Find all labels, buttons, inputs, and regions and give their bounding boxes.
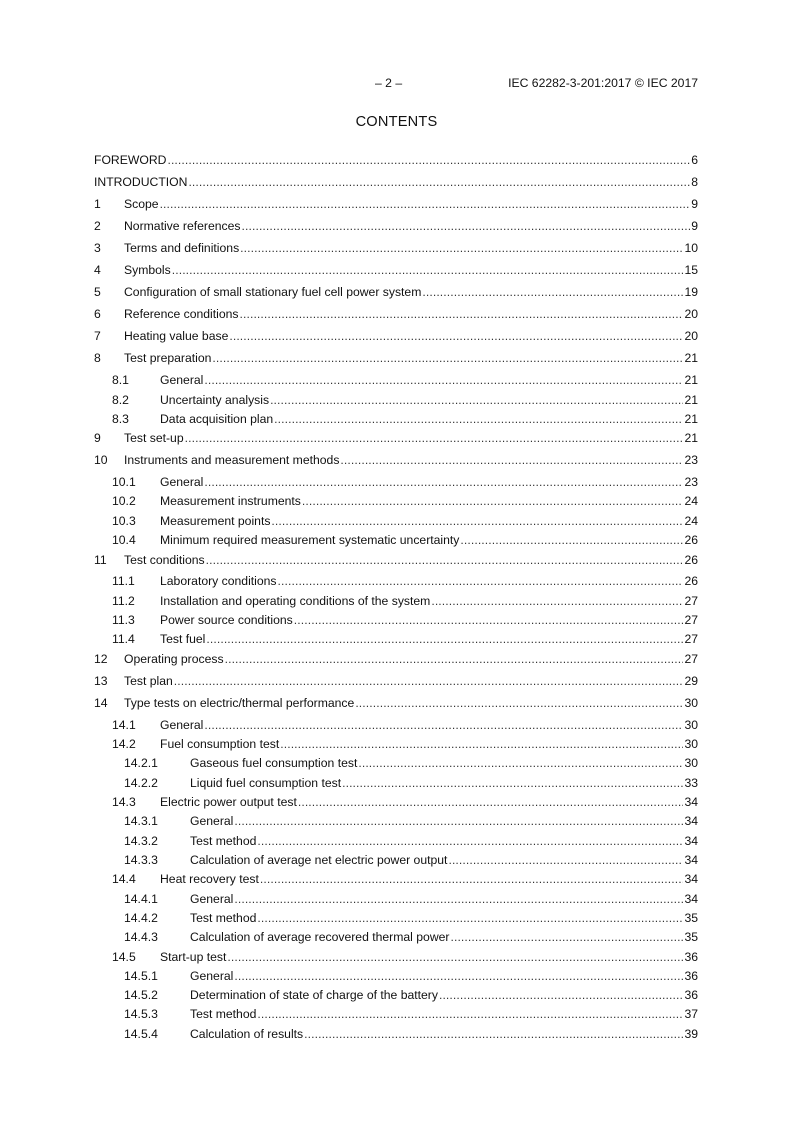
toc-entry-page: 35 <box>684 911 698 925</box>
dot-leader <box>257 1006 683 1022</box>
toc-entry[interactable] <box>112 532 698 548</box>
dot-leader <box>234 891 683 907</box>
toc-entry-number: 14.5.2 <box>124 988 158 1002</box>
toc-entry-title: Configuration of small stationary fuel cell power system <box>124 285 422 299</box>
toc-entry-number: 8 <box>94 351 101 365</box>
toc-entry-number: 8.1 <box>112 373 129 387</box>
toc-entry[interactable] <box>124 852 698 868</box>
toc-entry[interactable] <box>94 152 698 168</box>
dot-leader <box>302 493 684 509</box>
toc-entry[interactable] <box>124 910 698 926</box>
toc-entry[interactable] <box>112 493 698 509</box>
toc-entry-page: 21 <box>684 412 698 426</box>
dot-leader <box>270 392 683 408</box>
toc-entry-page: 36 <box>684 950 698 964</box>
toc-entry-title: Electric power output test <box>160 795 297 809</box>
toc-entry[interactable] <box>124 1026 698 1042</box>
toc-entry-title: General <box>190 892 234 906</box>
toc-entry-number: 14.3.2 <box>124 834 158 848</box>
dot-leader <box>257 910 683 926</box>
toc-entry-page: 39 <box>684 1027 698 1041</box>
toc-entry-title: Liquid fuel consumption test <box>190 776 342 790</box>
toc-entry-title: Operating process <box>124 652 224 666</box>
toc-entry-page: 26 <box>684 553 698 567</box>
toc-entry-title: Test fuel <box>160 632 206 646</box>
toc-entry-page: 34 <box>684 834 698 848</box>
toc-entry-title: Determination of state of charge of the battery <box>190 988 438 1002</box>
toc-entry-number: 14.4.2 <box>124 911 158 925</box>
toc-entry-title: Test method <box>190 834 257 848</box>
dot-leader <box>160 196 691 212</box>
dot-leader <box>271 513 683 529</box>
toc-entry-title: Calculation of average recovered thermal power <box>190 930 450 944</box>
toc-entry-number: 10.4 <box>112 533 136 547</box>
toc-entry-page: 23 <box>684 475 698 489</box>
dot-leader <box>294 612 684 628</box>
toc-entry-number: 1 <box>94 197 101 211</box>
dot-leader <box>167 152 690 168</box>
toc-entry-page: 26 <box>684 574 698 588</box>
toc-entry-title: Test plan <box>124 674 173 688</box>
toc-entry-title: Start-up test <box>160 950 227 964</box>
toc-entry[interactable] <box>124 891 698 907</box>
toc-entry-page: 33 <box>684 776 698 790</box>
toc-entry-number: 14 <box>94 696 108 710</box>
toc-entry-number: 14.2.1 <box>124 756 158 770</box>
dot-leader <box>172 262 684 278</box>
toc-entry-page: 30 <box>684 696 698 710</box>
toc-entry-page: 20 <box>684 307 698 321</box>
toc-entry-title: Measurement instruments <box>160 494 301 508</box>
dot-leader <box>431 593 683 609</box>
toc-entry[interactable] <box>112 573 698 589</box>
toc-entry-title: Test method <box>190 911 257 925</box>
toc-entry-page: 8 <box>691 175 698 189</box>
toc-entry-number: 10.3 <box>112 514 136 528</box>
dot-leader <box>229 328 683 344</box>
toc-entry-number: 11.4 <box>112 632 135 646</box>
toc-entry[interactable] <box>94 262 698 278</box>
toc-entry-page: 9 <box>691 197 698 211</box>
toc-entry-title: Laboratory conditions <box>160 574 277 588</box>
toc-entry-page: 21 <box>684 373 698 387</box>
toc-entry-page: 21 <box>684 431 698 445</box>
dot-leader <box>422 284 683 300</box>
dot-leader <box>278 573 684 589</box>
toc-entry-page: 35 <box>684 930 698 944</box>
toc-entry-page: 27 <box>684 613 698 627</box>
dot-leader <box>304 1026 683 1042</box>
toc-entry[interactable] <box>94 552 698 568</box>
toc-entry-title: Calculation of average net electric power output <box>190 853 448 867</box>
toc-entry-page: 15 <box>684 263 698 277</box>
dot-leader <box>274 411 683 427</box>
dot-leader <box>185 430 684 446</box>
dot-leader <box>174 673 684 689</box>
toc-entry-title: INTRODUCTION <box>94 175 188 189</box>
dot-leader <box>234 813 683 829</box>
toc-entry[interactable] <box>124 813 698 829</box>
dot-leader <box>242 218 691 234</box>
dot-leader <box>225 651 684 667</box>
toc-entry[interactable] <box>112 871 698 887</box>
toc-entry-title: Reference conditions <box>124 307 239 321</box>
toc-entry-page: 36 <box>684 988 698 1002</box>
toc-entry-page: 29 <box>684 674 698 688</box>
toc-entry-title: Data acquisition plan <box>160 412 274 426</box>
toc-entry-title: Fuel consumption test <box>160 737 280 751</box>
toc-entry-page: 26 <box>684 533 698 547</box>
toc-entry-number: 5 <box>94 285 101 299</box>
dot-leader <box>206 631 683 647</box>
toc-entry-title: Test conditions <box>124 553 205 567</box>
toc-entry-number: 14.4.1 <box>124 892 158 906</box>
toc-entry[interactable] <box>94 306 698 322</box>
dot-leader <box>206 552 684 568</box>
toc-entry-number: 7 <box>94 329 101 343</box>
toc-entry-title: General <box>190 814 234 828</box>
toc-entry[interactable] <box>112 794 698 810</box>
dot-leader <box>340 452 683 468</box>
toc-entry-page: 21 <box>684 351 698 365</box>
toc-entry-page: 36 <box>684 969 698 983</box>
toc-entry-title: Power source conditions <box>160 613 293 627</box>
toc-entry[interactable] <box>124 968 698 984</box>
toc-entry[interactable] <box>124 775 698 791</box>
toc-entry-title: Test preparation <box>124 351 212 365</box>
page-title: CONTENTS <box>355 114 438 130</box>
toc-entry[interactable] <box>94 452 698 468</box>
toc-entry-page: 30 <box>684 737 698 751</box>
toc-entry-number: 4 <box>94 263 101 277</box>
dot-leader <box>448 852 683 868</box>
toc-entry-title: General <box>160 475 204 489</box>
toc-entry-number: 14.3.1 <box>124 814 158 828</box>
dot-leader <box>204 372 683 388</box>
toc-entry-number: 14.5.3 <box>124 1007 158 1021</box>
toc-entry[interactable] <box>112 736 698 752</box>
toc-entry-number: 10.1 <box>112 475 136 489</box>
toc-entry-page: 34 <box>684 872 698 886</box>
dot-leader <box>234 968 683 984</box>
toc-entry[interactable] <box>94 430 698 446</box>
toc-entry[interactable] <box>112 631 698 647</box>
toc-entry[interactable] <box>112 717 698 733</box>
dot-leader <box>212 350 683 366</box>
dot-leader <box>227 949 683 965</box>
toc-entry-number: 14.4 <box>112 872 136 886</box>
toc-entry[interactable] <box>124 929 698 945</box>
toc-entry-page: 9 <box>691 219 698 233</box>
toc-entry-number: 12 <box>94 652 108 666</box>
toc-entry-title: General <box>160 718 204 732</box>
toc-entry-title: Measurement points <box>160 514 271 528</box>
toc-entry[interactable] <box>94 695 698 711</box>
standard-reference: IEC 62282-3-201:2017 © IEC 2017 <box>508 76 698 90</box>
toc-entry-number: 11.2 <box>112 594 135 608</box>
dot-leader <box>204 717 683 733</box>
toc-entry[interactable] <box>94 218 698 234</box>
toc-entry-page: 24 <box>684 514 698 528</box>
toc-entry-number: 10.2 <box>112 494 136 508</box>
toc-entry-number: 14.5.4 <box>124 1027 158 1041</box>
toc-entry[interactable] <box>112 612 698 628</box>
toc-entry-page: 10 <box>684 241 698 255</box>
toc-entry-title: Gaseous fuel consumption test <box>190 756 358 770</box>
toc-entry-page: 27 <box>684 594 698 608</box>
toc-entry-number: 11 <box>94 553 107 567</box>
toc-entry[interactable] <box>94 350 698 366</box>
dot-leader <box>342 775 683 791</box>
dot-leader <box>355 695 683 711</box>
dot-leader <box>358 755 683 771</box>
toc-entry[interactable] <box>112 411 698 427</box>
toc-entry[interactable] <box>124 1006 698 1022</box>
dot-leader <box>204 474 683 490</box>
toc-entry[interactable] <box>94 328 698 344</box>
dot-leader <box>439 987 683 1003</box>
toc-entry-title: Normative references <box>124 219 241 233</box>
toc-entry-number: 14.4.3 <box>124 930 158 944</box>
toc-entry-title: FOREWORD <box>94 153 167 167</box>
toc-entry[interactable] <box>112 513 698 529</box>
dot-leader <box>257 833 683 849</box>
toc-entry-page: 34 <box>684 892 698 906</box>
toc-entry-number: 14.3.3 <box>124 853 158 867</box>
toc-entry-page: 21 <box>684 393 698 407</box>
toc-entry-number: 14.2.2 <box>124 776 158 790</box>
dot-leader <box>460 532 683 548</box>
toc-entry[interactable] <box>94 174 698 190</box>
toc-entry-page: 20 <box>684 329 698 343</box>
toc-entry-page: 30 <box>684 756 698 770</box>
toc-entry-number: 10 <box>94 453 108 467</box>
toc-entry-title: Calculation of results <box>190 1027 304 1041</box>
toc-entry[interactable] <box>94 196 698 212</box>
toc-entry-page: 34 <box>684 814 698 828</box>
toc-entry-title: Test set-up <box>124 431 184 445</box>
dot-leader <box>450 929 683 945</box>
toc-entry[interactable] <box>94 284 698 300</box>
dot-leader <box>240 240 683 256</box>
toc-entry[interactable] <box>112 949 698 965</box>
toc-entry-number: 3 <box>94 241 101 255</box>
toc-entry-page: 19 <box>684 285 698 299</box>
toc-entry[interactable] <box>124 755 698 771</box>
toc-entry-title: Terms and definitions <box>124 241 240 255</box>
dot-leader <box>260 871 684 887</box>
toc-entry-title: Installation and operating conditions of the system <box>160 594 431 608</box>
toc-entry-title: Test method <box>190 1007 257 1021</box>
toc-entry-title: Minimum required measurement systematic uncertainty <box>160 533 460 547</box>
toc-entry-number: 11.1 <box>112 574 135 588</box>
toc-entry-page: 37 <box>684 1007 698 1021</box>
toc-entry-number: 14.2 <box>112 737 136 751</box>
toc-entry-number: 14.5.1 <box>124 969 158 983</box>
toc-entry-number: 11.3 <box>112 613 135 627</box>
dot-leader <box>298 794 684 810</box>
toc-entry-title: Scope <box>124 197 159 211</box>
toc-entry-number: 8.2 <box>112 393 129 407</box>
toc-entry-title: Type tests on electric/thermal performance <box>124 696 355 710</box>
page-header <box>0 76 793 92</box>
toc-entry[interactable] <box>94 673 698 689</box>
toc-entry[interactable] <box>112 593 698 609</box>
page-number: – 2 – <box>375 76 403 90</box>
toc-entry-title: Uncertainty analysis <box>160 393 270 407</box>
toc-entry-title: Heating value base <box>124 329 229 343</box>
toc-entry[interactable] <box>94 240 698 256</box>
toc-entry[interactable] <box>94 651 698 667</box>
toc-entry[interactable] <box>124 987 698 1003</box>
toc-entry-page: 24 <box>684 494 698 508</box>
dot-leader <box>188 174 690 190</box>
toc-entry-number: 13 <box>94 674 108 688</box>
toc-entry[interactable] <box>112 392 698 408</box>
toc-entry-number: 14.5 <box>112 950 136 964</box>
dot-leader <box>280 736 683 752</box>
toc-entry-title: Heat recovery test <box>160 872 259 886</box>
dot-leader <box>240 306 684 322</box>
toc-entry-number: 8.3 <box>112 412 129 426</box>
toc-entry-page: 6 <box>691 153 698 167</box>
toc-entry-title: Symbols <box>124 263 171 277</box>
toc-entry[interactable] <box>124 833 698 849</box>
toc-entry[interactable] <box>112 474 698 490</box>
toc-entry-page: 34 <box>684 853 698 867</box>
toc-entry-page: 30 <box>684 718 698 732</box>
toc-entry-number: 14.1 <box>112 718 136 732</box>
toc-entry-title: Instruments and measurement methods <box>124 453 340 467</box>
toc-entry-number: 6 <box>94 307 101 321</box>
toc-entry-page: 27 <box>684 632 698 646</box>
toc-entry-page: 27 <box>684 652 698 666</box>
toc-entry-number: 9 <box>94 431 101 445</box>
toc-entry-page: 34 <box>684 795 698 809</box>
toc-entry-number: 2 <box>94 219 101 233</box>
toc-entry-title: General <box>190 969 234 983</box>
toc-entry-number: 14.3 <box>112 795 136 809</box>
toc-entry-title: General <box>160 373 204 387</box>
toc-entry[interactable] <box>112 372 698 388</box>
toc-entry-page: 23 <box>684 453 698 467</box>
